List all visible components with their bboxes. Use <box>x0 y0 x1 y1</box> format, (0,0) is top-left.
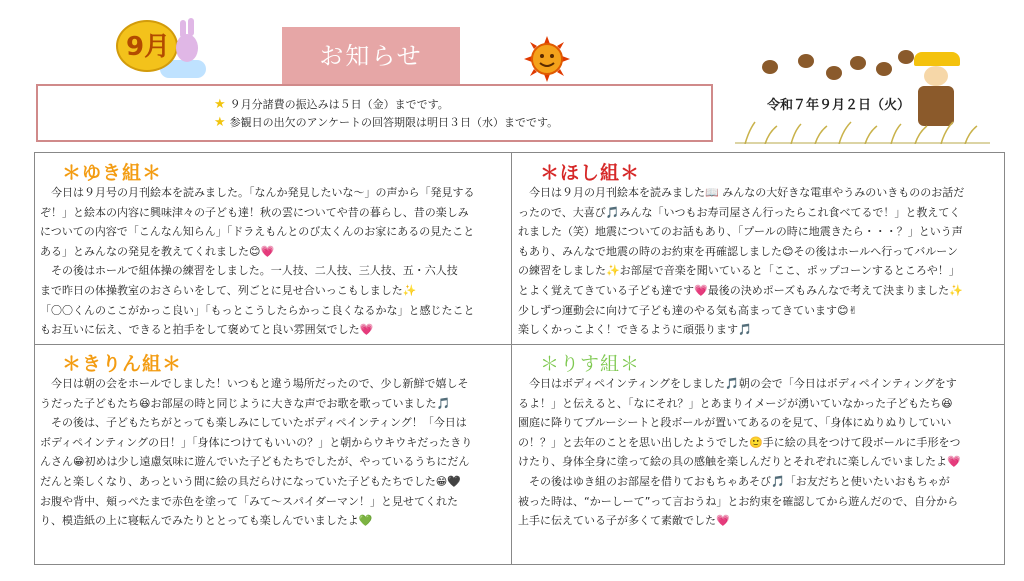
text-line: 今日は９月の月刊絵本を読みました📖 みんなの大好きな電車やうみのいきもののお話だ <box>529 186 965 199</box>
text-line: 「〇〇くんのここがかっこ良い」「もっとこうしたらかっこ良くなるかな」と感じたこと <box>40 303 475 317</box>
grass-decoration-icon <box>735 118 990 144</box>
text-line: についての内容で「こんなん知らん」「ドラえもんとのび太くんのお家にあるの見たこと <box>40 225 475 239</box>
text-line: 少しずつ運動会に向けて子ども達のやる気も高まってきています😊✌ <box>518 303 858 317</box>
text-line: その後は、子どもたちがとっても楽しみにしていたボディペインティング！「今日は <box>51 416 467 430</box>
text-line: ある」とみんなの発見を教えてくれました😊💗 <box>40 244 275 258</box>
text-line: もあり、みんなで地震の時のお約束を再確認しました😊その後はホールへ行ってバルーン <box>518 244 959 258</box>
text-line: ったので、大喜び🎵みんな「いつもお寿司屋さん行ったらこれ食べてるで！」と教えてく <box>518 205 961 219</box>
section-body-hoshi <box>518 183 1000 340</box>
page-title: お知らせ <box>319 42 423 70</box>
text-line: 被った時は、“かーしーて”って言おうね」とお約束を確認してから遊んだので、自分から <box>518 494 959 508</box>
section-title-yuki: ＊ゆき組＊ <box>62 162 163 184</box>
notice-text: ９月分諸費の振込みは５日（金）までです。 <box>229 98 449 111</box>
rabbit-icon <box>176 34 198 62</box>
text-line: の練習をしました✨お部屋で音楽を聞いていると「ここ、ポップコーンするところや！」 <box>518 264 960 278</box>
section-title-hoshi: ＊ほし組＊ <box>540 162 641 184</box>
scarecrow-face-icon <box>924 66 948 86</box>
notice-text: 参観日の出欠のアンケートの回答期限は明日３日（水）までです。 <box>229 116 559 129</box>
text-line: り、模造紙の上に寝転んでみたりととっても楽しんでいましたよ💚 <box>40 514 373 528</box>
date-label: 令和７年９月２日（火） <box>767 98 911 113</box>
sun-icon <box>524 36 570 82</box>
text-line: だんと楽しくなり、あっという間に絵の具だらけになっていた子どもたちでした😁🖤 <box>40 474 461 488</box>
month-badge-label: 9月 <box>126 32 171 62</box>
section-body-kirin <box>40 374 508 531</box>
monkey-icon <box>798 54 814 68</box>
star-icon: ★ <box>214 115 226 130</box>
text-line: の！？」と去年のことを思い出したようでした🙂手に絵の具をつけて段ボールに手形をつ <box>518 435 961 449</box>
text-line: うだった子どもたち😆お部屋の時と同じように大きな声でお歌を歌っていました🎵 <box>40 396 451 410</box>
monkey-icon <box>762 60 778 74</box>
text-line: んさん😁初めは少し遠慮気味に遊んでいた子どもたちでしたが、やっているうちにだん <box>40 455 470 469</box>
text-line: その後はホールで組体操の練習をしました。一人技、二人技、三人技、五・六人技 <box>51 264 458 278</box>
text-line: 今日は朝の会をホールでしました！いつもと違う場所だったので、少し新鮮で嬉しそ <box>51 377 469 390</box>
monkey-icon <box>850 56 866 70</box>
text-line: れました（笑）地震についてのお話もあり、「プールの時に地震きたら・・・？」という声 <box>518 225 963 239</box>
star-icon: ★ <box>214 97 226 112</box>
monkey-icon <box>826 66 842 80</box>
grid-divider-vertical <box>511 152 512 564</box>
text-line: ぞ！」と絵本の内容に興味津々の子ども達！秋の雲についてや昔の暮らし、昔の楽しみ <box>40 205 469 219</box>
section-title-risu: ＊りす組＊ <box>540 353 641 375</box>
straw-hat-icon <box>914 52 960 66</box>
text-line: まで昨日の体操教室のおさらいをして、列ごとに見せ合いっこもしました✨ <box>40 283 417 297</box>
notice-item <box>214 114 558 130</box>
text-line: 上手に伝えている子が多くて素敵でした💗 <box>518 514 730 528</box>
monkey-icon <box>876 62 892 76</box>
text-line: とよく覚えてきている子ども達です💗最後の決めポーズもみんなで考えて決まりました✨ <box>518 283 963 297</box>
text-line: けたり、身体全身に塗って絵の具の感触を楽しんだりとそれぞれに楽しんでいましたよ💗 <box>518 455 961 469</box>
notice-box <box>36 84 713 142</box>
text-line: 今日はボディペインティングをしました🎵朝の会で「今日はボディペインティングをす <box>529 377 957 390</box>
grid-divider-horizontal <box>34 344 1004 345</box>
text-line: 楽しくかっこよく！できるように頑張ります🎵 <box>518 323 752 337</box>
text-line: 園庭に降りてブルーシートと段ボールが置いてあるのを見て、「身体にぬりぬりしていい <box>518 416 952 430</box>
section-body-risu <box>518 374 1000 531</box>
section-body-yuki <box>40 183 508 340</box>
text-line: 今日は９月号の月刊絵本を読みました。「なんか発見したいな～」の声から「発見する <box>51 186 475 199</box>
text-line: もお互いに伝え、できると拍手をして褒めてと良い雰囲気でした💗 <box>40 323 374 337</box>
monkey-icon <box>898 50 914 64</box>
section-title-kirin: ＊きりん組＊ <box>62 353 183 375</box>
text-line: ボディペインティングの日！」「身体につけてもいいの？」と朝からウキウキだったきり <box>40 435 473 449</box>
notice-item <box>214 96 449 112</box>
text-line: るよ！」と伝えると、「なにそれ？」とあまりイメージが湧いていなかった子どもたち😆 <box>518 396 953 410</box>
text-line: その後はゆき組のお部屋を借りておもちゃあそび🎵「お友だちと使いたいおもちゃが <box>529 474 950 488</box>
text-line: お腹や背中、頬っぺたまで赤色を塗って「みて～スパイダーマン！」と見せてくれた <box>40 494 458 508</box>
